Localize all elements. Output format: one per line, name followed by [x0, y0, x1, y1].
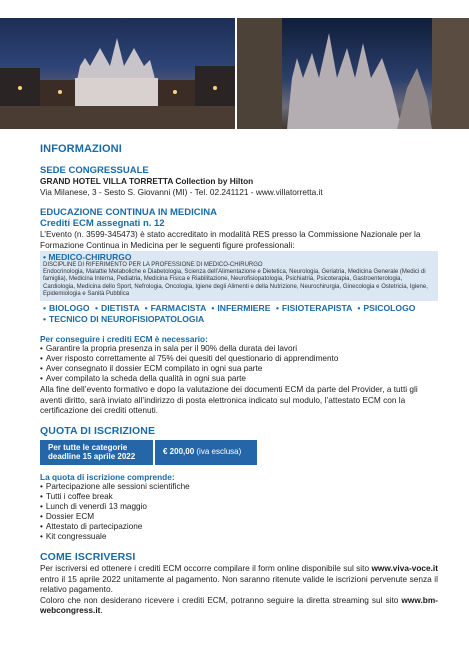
medico-title: • MEDICO-CHIRURGO: [43, 252, 132, 262]
venue-title: SEDE CONGRESSUALE: [40, 165, 149, 176]
fee-category-line-2: deadline 15 aprile 2022: [48, 452, 136, 462]
profession-item: INFERMIERE: [217, 302, 271, 313]
register-paragraph-1: Per iscriversi ed ottenere i crediti ECM occorre compilare il form online disponibile sul sito www.viva-voce.it entro il 15 aprile 2022 unitamente al pagamento. Non saranno ritenute valide le iscrizioni pervenute senza il relativo pagamento.: [40, 563, 438, 595]
profession-item: BIOLOGO: [49, 302, 90, 313]
info-title: INFORMAZIONI: [40, 143, 122, 155]
profession-item: FISIOTERAPISTA: [281, 302, 353, 313]
list-item: • Lunch di venerdì 13 maggio: [40, 502, 438, 512]
fee-table: [40, 440, 438, 465]
fee-title: QUOTA DI ISCRIZIONE: [40, 424, 156, 437]
register-title: COME ISCRIVERSI: [40, 551, 136, 564]
discipline-heading: DISCIPLINE DI RIFERIMENTO PER LA PROFESSIONE DI MEDICO-CHIRURGO: [43, 262, 263, 268]
profession-item: TECNICO DI NEUROFISIOPATOLOGIA: [49, 313, 205, 324]
requirements-list: [40, 344, 438, 384]
profession-item: FARMACISTA: [150, 302, 207, 313]
professions-list: [40, 303, 438, 325]
profession-item: DIETISTA: [101, 302, 140, 313]
list-item: • Aver compilato la scheda della qualità in ogni sua parte: [40, 374, 438, 384]
requirements-note: Alla fine dell’evento formativo e dopo la valutazione dei documenti ECM da parte del Provider, a tutti gli aventi diritto, sarà inviato all’indirizzo di posta elettronica indicato sul modulo, l’attestato ECM con la certificazione dei crediti ottenuti.: [40, 384, 418, 416]
venue-hotel: GRAND HOTEL VILLA TORRETTA Collection by Hilton: [40, 176, 254, 186]
bm-webcongress-link[interactable]: www.bm-webcongress.it: [40, 594, 438, 616]
ecm-body: L’Evento (n. 3599-345473) è stato accreditato in modalità RES presso la Commissione Nazionale per la Formazione Continua in Medicina per le seguenti figure professionali:: [40, 229, 421, 250]
list-item: • Dossier ECM: [40, 512, 438, 522]
ecm-title: EDUCAZIONE CONTINUA IN MEDICINA: [40, 207, 217, 218]
duomo-square-photo: [0, 18, 235, 129]
ecm-credits: Crediti ECM assegnati n. 12: [40, 218, 165, 229]
professions-line-2: • TECNICO DI NEUROFISIOPATOLOGIA: [43, 313, 205, 324]
register-paragraph-2: Coloro che non desiderano ricevere i crediti ECM, potranno seguire la diretta streaming sul sito www.bm-webcongress.it.: [40, 594, 438, 616]
list-item: • Tutti i coffee break: [40, 492, 438, 502]
list-item: • Aver risposto correttamente al 75% dei quesiti del questionario di apprendimento: [40, 354, 438, 364]
fee-includes-title: La quota di iscrizione comprende:: [40, 471, 175, 482]
venue-address: Via Milanese, 3 - Sesto S. Giovanni (MI) - Tel. 02.241121 - www.villatorretta.it: [40, 186, 323, 197]
information-content: [40, 143, 438, 616]
discipline-list: Endocrinologia, Malattie Metaboliche e Diabetologia, Scienza dell’Alimentazione e Dietetica, Neurologia, Geriatria, Medicina Generale (Medici di famiglia), Medicina Interna, Pediatria, Medicina Fisica e Riabilitazione, Neurofisiopatologia, Psichiatria, Psicoterapia, Gastroenterologia, Cardiologia, Medicina dello Sport, Nefrologia, Oncologia, Igiene degli Alimenti e della Nutrizione, Neurochirurgia, Ginecologia e Ostetricia, Igiene, Epidemiologia e Sanità Pubblica: [43, 269, 428, 298]
fee-category-line-1: Per tutte le categorie: [48, 442, 128, 452]
fee-price-note: (iva esclusa): [196, 447, 242, 457]
fee-price-value: € 200,00: [163, 447, 195, 457]
duomo-spires-photo: [237, 18, 469, 129]
viva-voce-link[interactable]: www.viva-voce.it: [371, 563, 438, 574]
list-item: • Partecipazione alle sessioni scientifiche: [40, 482, 438, 492]
list-item: • Kit congressuale: [40, 532, 438, 542]
requirements-title: Per conseguire i crediti ECM è necessario:: [40, 333, 208, 344]
fee-price: [155, 440, 257, 465]
fee-includes-list: [40, 482, 438, 542]
profession-item: PSICOLOGO: [363, 302, 416, 313]
list-item: • Aver consegnato il dossier ECM compilato in ogni sua parte: [40, 364, 438, 374]
fee-category: [40, 440, 153, 465]
list-item: • Garantire la propria presenza in sala per il 90% della durata dei lavori: [40, 344, 438, 354]
professions-line-1: • BIOLOGO • DIETISTA • FARMACISTA • INFERMIERE • FISIOTERAPISTA • PSICOLOGO: [43, 302, 416, 313]
top-margin: [0, 0, 469, 18]
medico-chirurgo-box: [40, 251, 438, 301]
list-item: • Attestato di partecipazione: [40, 522, 438, 532]
